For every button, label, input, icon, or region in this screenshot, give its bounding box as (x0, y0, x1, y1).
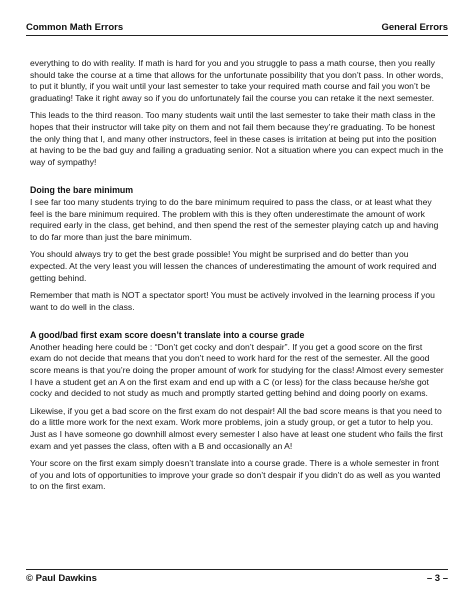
paragraph: I see far too many students trying to do the bare minimum required to pass the class, or at least what they feel is the bare minimum required. The problem with this is they often underestimate the amount of work required early in the class, get behind, and then spend the rest of the semester playing catch up and having to do far more than just the bare minimum. (30, 196, 439, 242)
header-chapter-title: General Errors (381, 22, 448, 33)
footer-rule (26, 569, 448, 570)
page-footer (26, 573, 448, 584)
paragraph: Remember that math is NOT a spectator sport! You must be actively involved in the learning process if you want to do well in the class. (30, 290, 435, 312)
page-header (26, 22, 448, 33)
paragraph: This leads to the third reason. Too many students wait until the last semester to take their math class in the hopes that their instructor will take pity on them and not fail them because they’re graduating. To be honest the only thing that I, and many other instructors, feel in these cases is irritation at being put into the position at having to be the bad guy and failing a graduating senior. Not a situation where you can expect much in the way of sympathy! (30, 110, 444, 167)
paragraph: Another heading here could be : “Don’t get cocky and don’t despair”. If you get a good score on the first exam do not decide that means that you don’t need to work hard for the rest of the semester. All the good score means is that you’re doing the proper amount of work for studying for the class! Almost every semester I have a student get an A on the first exam and end up with a C (or less) for the class because he/she got cocky and decided to not study as much and promptly started getting behind and doing poorly on exams. (30, 341, 444, 399)
header-rule (26, 35, 448, 36)
paragraph: Your score on the first exam simply doesn’t translate into a course grade. There is a whole semester in front of you and lots of opportunities to improve your grade so don’t despair if you didn’t do as well as you wanted to on the first exam. (30, 458, 441, 492)
paragraph: everything to do with reality. If math is hard for you and you struggle to pass a math course, then you really should take the course at a time that allows for the unfortunate possibility that you don’t pass. In other words, to put it bluntly, if you wait until your last semester to take your required math course and fail you won’t be graduating! Take it right away so if you do unfortunately fail the course you can retake it the next semester. (30, 58, 444, 103)
section-heading: Doing the bare minimum (30, 185, 134, 196)
page-number: – 3 – (426, 573, 448, 584)
header-document-title: Common Math Errors (26, 22, 124, 33)
paragraph: Likewise, if you get a bad score on the first exam do not despair! All the bad score means is that you need to do a little more work for the next exam. Work more problems, join a study group, or get a tutor to help you. Just as I have someone go downhill almost every semester I also have at least one student who fails the first exam and yet passes the class, often with a B and occasionally an A! (30, 405, 443, 451)
section-heading: A good/bad first exam score doesn’t translate into a course grade (30, 330, 305, 341)
footer-copyright: © Paul Dawkins (26, 573, 97, 584)
page-body (30, 58, 444, 499)
paragraph: You should always try to get the best grade possible! You might be surprised and do better than you expected. At the very least you will lessen the chances of underestimating the amount of work required and getting behind. (30, 249, 437, 283)
